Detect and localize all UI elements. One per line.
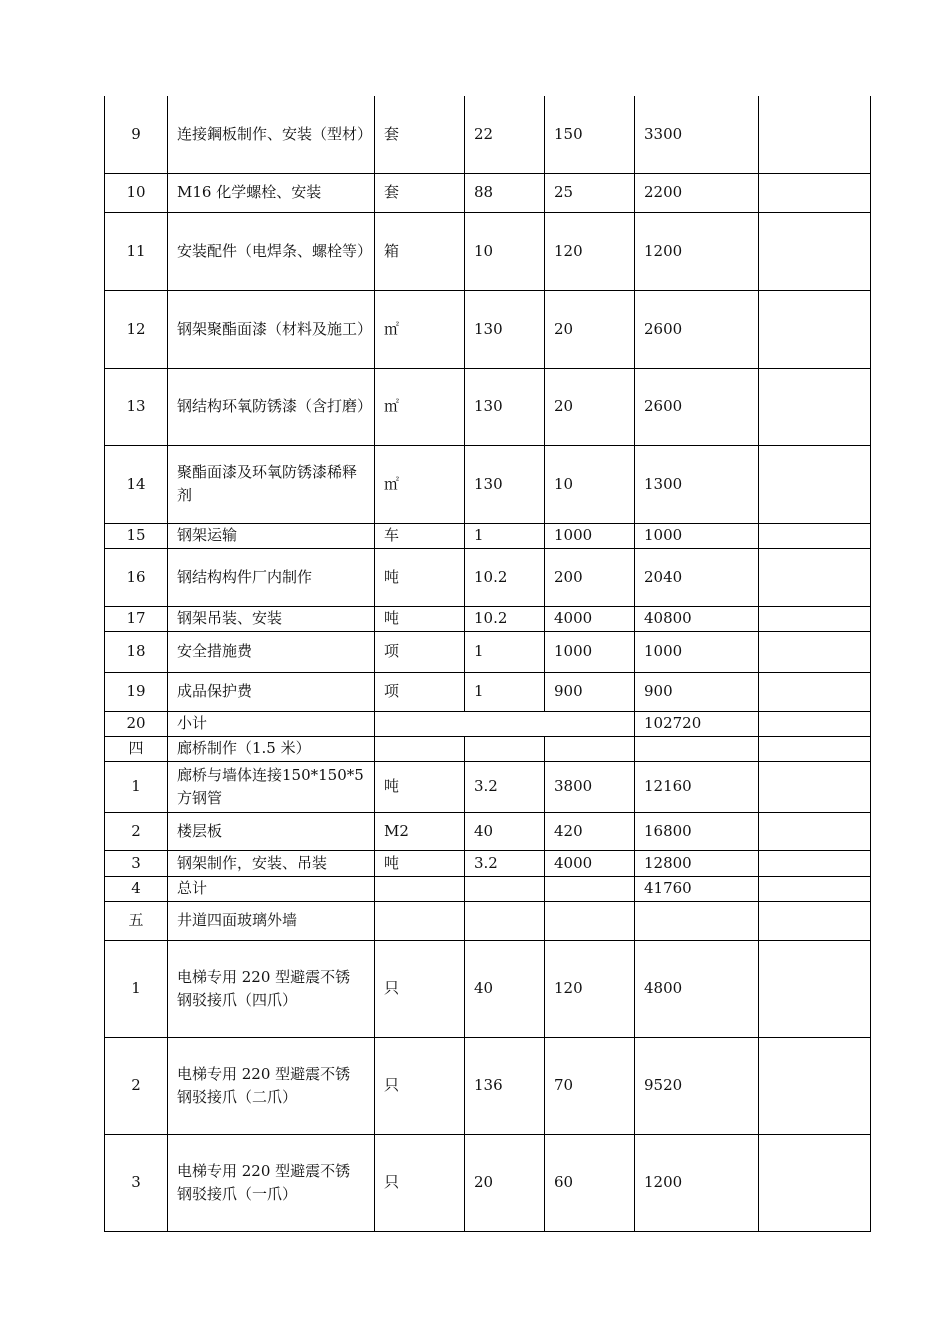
item-price: 900 (545, 672, 635, 711)
table-row-total (105, 876, 871, 901)
item-price: 10 (545, 445, 635, 523)
item-price: 25 (545, 173, 635, 212)
item-price (545, 736, 635, 761)
item-qty: 10 (465, 212, 545, 290)
item-price (545, 876, 635, 901)
item-no: 五 (105, 901, 168, 940)
item-unit: 箱 (375, 212, 465, 290)
item-price: 200 (545, 548, 635, 606)
item-remark (759, 548, 871, 606)
item-qty: 3.2 (465, 761, 545, 812)
item-qty: 20 (465, 1134, 545, 1231)
item-price: 120 (545, 212, 635, 290)
item-remark (759, 523, 871, 548)
item-unit: 吨 (375, 606, 465, 631)
item-remark (759, 850, 871, 876)
item-price: 60 (545, 1134, 635, 1231)
item-amount: 9520 (635, 1037, 759, 1134)
item-unit (375, 736, 465, 761)
item-qty: 1 (465, 631, 545, 672)
item-remark (759, 290, 871, 368)
table-row (105, 523, 871, 548)
item-qty: 40 (465, 940, 545, 1037)
item-amount: 16800 (635, 812, 759, 850)
item-remark (759, 761, 871, 812)
table-row (105, 368, 871, 445)
item-unit: ㎡ (375, 290, 465, 368)
table-row (105, 290, 871, 368)
item-name: 安装配件（电焊条、螺栓等） (168, 212, 375, 290)
item-amount: 41760 (635, 876, 759, 901)
item-no: 20 (105, 711, 168, 736)
item-unit: ㎡ (375, 368, 465, 445)
item-name: 电梯专用 220 型避震不锈钢驳接爪（一爪） (168, 1134, 375, 1231)
item-remark (759, 212, 871, 290)
item-qty: 136 (465, 1037, 545, 1134)
item-unit: 只 (375, 940, 465, 1037)
merged-empty-cell (375, 711, 635, 736)
table-row (105, 548, 871, 606)
item-price: 4000 (545, 606, 635, 631)
item-no: 15 (105, 523, 168, 548)
item-qty: 3.2 (465, 850, 545, 876)
item-unit: 套 (375, 96, 465, 173)
item-remark (759, 876, 871, 901)
item-amount (635, 901, 759, 940)
item-unit: 吨 (375, 761, 465, 812)
item-remark (759, 368, 871, 445)
item-amount: 2040 (635, 548, 759, 606)
item-name: M16 化学螺栓、安装 (168, 173, 375, 212)
item-remark (759, 445, 871, 523)
item-name: 安全措施费 (168, 631, 375, 672)
item-unit: 项 (375, 631, 465, 672)
item-no: 9 (105, 96, 168, 173)
item-unit: 吨 (375, 548, 465, 606)
item-unit: 套 (375, 173, 465, 212)
item-name: 钢架聚酯面漆（材料及施工） (168, 290, 375, 368)
table-row-subtotal (105, 711, 871, 736)
item-qty: 40 (465, 812, 545, 850)
item-no: 11 (105, 212, 168, 290)
item-price: 20 (545, 368, 635, 445)
item-remark (759, 1134, 871, 1231)
item-price: 3800 (545, 761, 635, 812)
item-name: 聚酯面漆及环氧防锈漆稀释剂 (168, 445, 375, 523)
table-row (105, 606, 871, 631)
item-name: 廊桥与墙体连接150*150*5 方钢管 (168, 761, 375, 812)
item-no: 16 (105, 548, 168, 606)
item-qty: 130 (465, 368, 545, 445)
item-qty: 22 (465, 96, 545, 173)
item-remark (759, 672, 871, 711)
table-row (105, 850, 871, 876)
item-no: 四 (105, 736, 168, 761)
item-qty: 10.2 (465, 548, 545, 606)
item-remark (759, 631, 871, 672)
table-row (105, 940, 871, 1037)
table-row (105, 631, 871, 672)
item-unit: 车 (375, 523, 465, 548)
item-name: 井道四面玻璃外墙 (168, 901, 375, 940)
item-amount (635, 736, 759, 761)
item-amount: 1000 (635, 631, 759, 672)
item-qty: 130 (465, 290, 545, 368)
item-price (545, 901, 635, 940)
table-row (105, 1037, 871, 1134)
item-remark (759, 173, 871, 212)
item-no: 2 (105, 1037, 168, 1134)
item-qty (465, 901, 545, 940)
item-unit: M2 (375, 812, 465, 850)
item-remark (759, 736, 871, 761)
item-unit (375, 901, 465, 940)
item-no: 14 (105, 445, 168, 523)
item-amount: 1200 (635, 212, 759, 290)
item-no: 3 (105, 850, 168, 876)
item-name: 成品保护费 (168, 672, 375, 711)
item-no: 13 (105, 368, 168, 445)
item-amount: 12800 (635, 850, 759, 876)
item-unit: ㎡ (375, 445, 465, 523)
table-row (105, 812, 871, 850)
item-amount: 4800 (635, 940, 759, 1037)
item-name: 钢结构环氧防锈漆（含打磨） (168, 368, 375, 445)
item-qty (465, 736, 545, 761)
item-no: 18 (105, 631, 168, 672)
quote-table (104, 96, 871, 1232)
item-remark (759, 711, 871, 736)
item-price: 4000 (545, 850, 635, 876)
item-no: 2 (105, 812, 168, 850)
item-unit: 只 (375, 1134, 465, 1231)
item-no: 1 (105, 761, 168, 812)
item-no: 19 (105, 672, 168, 711)
item-remark (759, 812, 871, 850)
item-no: 17 (105, 606, 168, 631)
item-name: 钢架制作，安装、吊装 (168, 850, 375, 876)
item-qty: 1 (465, 523, 545, 548)
item-amount: 2600 (635, 368, 759, 445)
item-amount: 3300 (635, 96, 759, 173)
item-unit (375, 876, 465, 901)
item-price: 1000 (545, 523, 635, 548)
item-no: 12 (105, 290, 168, 368)
item-no: 10 (105, 173, 168, 212)
item-qty: 88 (465, 173, 545, 212)
item-name: 总计 (168, 876, 375, 901)
item-amount: 900 (635, 672, 759, 711)
table-row (105, 761, 871, 812)
table-row-section (105, 901, 871, 940)
item-no: 4 (105, 876, 168, 901)
item-remark (759, 96, 871, 173)
item-name: 连接鋼板制作、安装（型材） (168, 96, 375, 173)
item-name: 廊桥制作（1.5 米） (168, 736, 375, 761)
item-price: 420 (545, 812, 635, 850)
item-no: 3 (105, 1134, 168, 1231)
item-amount: 2200 (635, 173, 759, 212)
item-price: 120 (545, 940, 635, 1037)
table-row-section (105, 736, 871, 761)
item-qty: 1 (465, 672, 545, 711)
item-price: 150 (545, 96, 635, 173)
item-name: 钢结构构件厂内制作 (168, 548, 375, 606)
item-name: 楼层板 (168, 812, 375, 850)
item-amount: 1300 (635, 445, 759, 523)
table-row (105, 173, 871, 212)
item-name: 钢架吊装、安装 (168, 606, 375, 631)
item-amount: 102720 (635, 711, 759, 736)
item-price: 20 (545, 290, 635, 368)
item-qty: 10.2 (465, 606, 545, 631)
item-unit: 项 (375, 672, 465, 711)
table-row (105, 212, 871, 290)
item-amount: 12160 (635, 761, 759, 812)
item-amount: 40800 (635, 606, 759, 631)
table-row (105, 445, 871, 523)
item-unit: 只 (375, 1037, 465, 1134)
item-amount: 1000 (635, 523, 759, 548)
table-row (105, 96, 871, 173)
item-qty: 130 (465, 445, 545, 523)
item-amount: 1200 (635, 1134, 759, 1231)
item-remark (759, 606, 871, 631)
item-remark (759, 901, 871, 940)
item-remark (759, 1037, 871, 1134)
item-price: 1000 (545, 631, 635, 672)
item-no: 1 (105, 940, 168, 1037)
item-qty (465, 876, 545, 901)
item-name: 钢架运输 (168, 523, 375, 548)
item-amount: 2600 (635, 290, 759, 368)
table-row (105, 1134, 871, 1231)
table-row (105, 672, 871, 711)
item-name: 小计 (168, 711, 375, 736)
item-remark (759, 940, 871, 1037)
item-name: 电梯专用 220 型避震不锈钢驳接爪（二爪） (168, 1037, 375, 1134)
item-price: 70 (545, 1037, 635, 1134)
item-unit: 吨 (375, 850, 465, 876)
item-name: 电梯专用 220 型避震不锈钢驳接爪（四爪） (168, 940, 375, 1037)
